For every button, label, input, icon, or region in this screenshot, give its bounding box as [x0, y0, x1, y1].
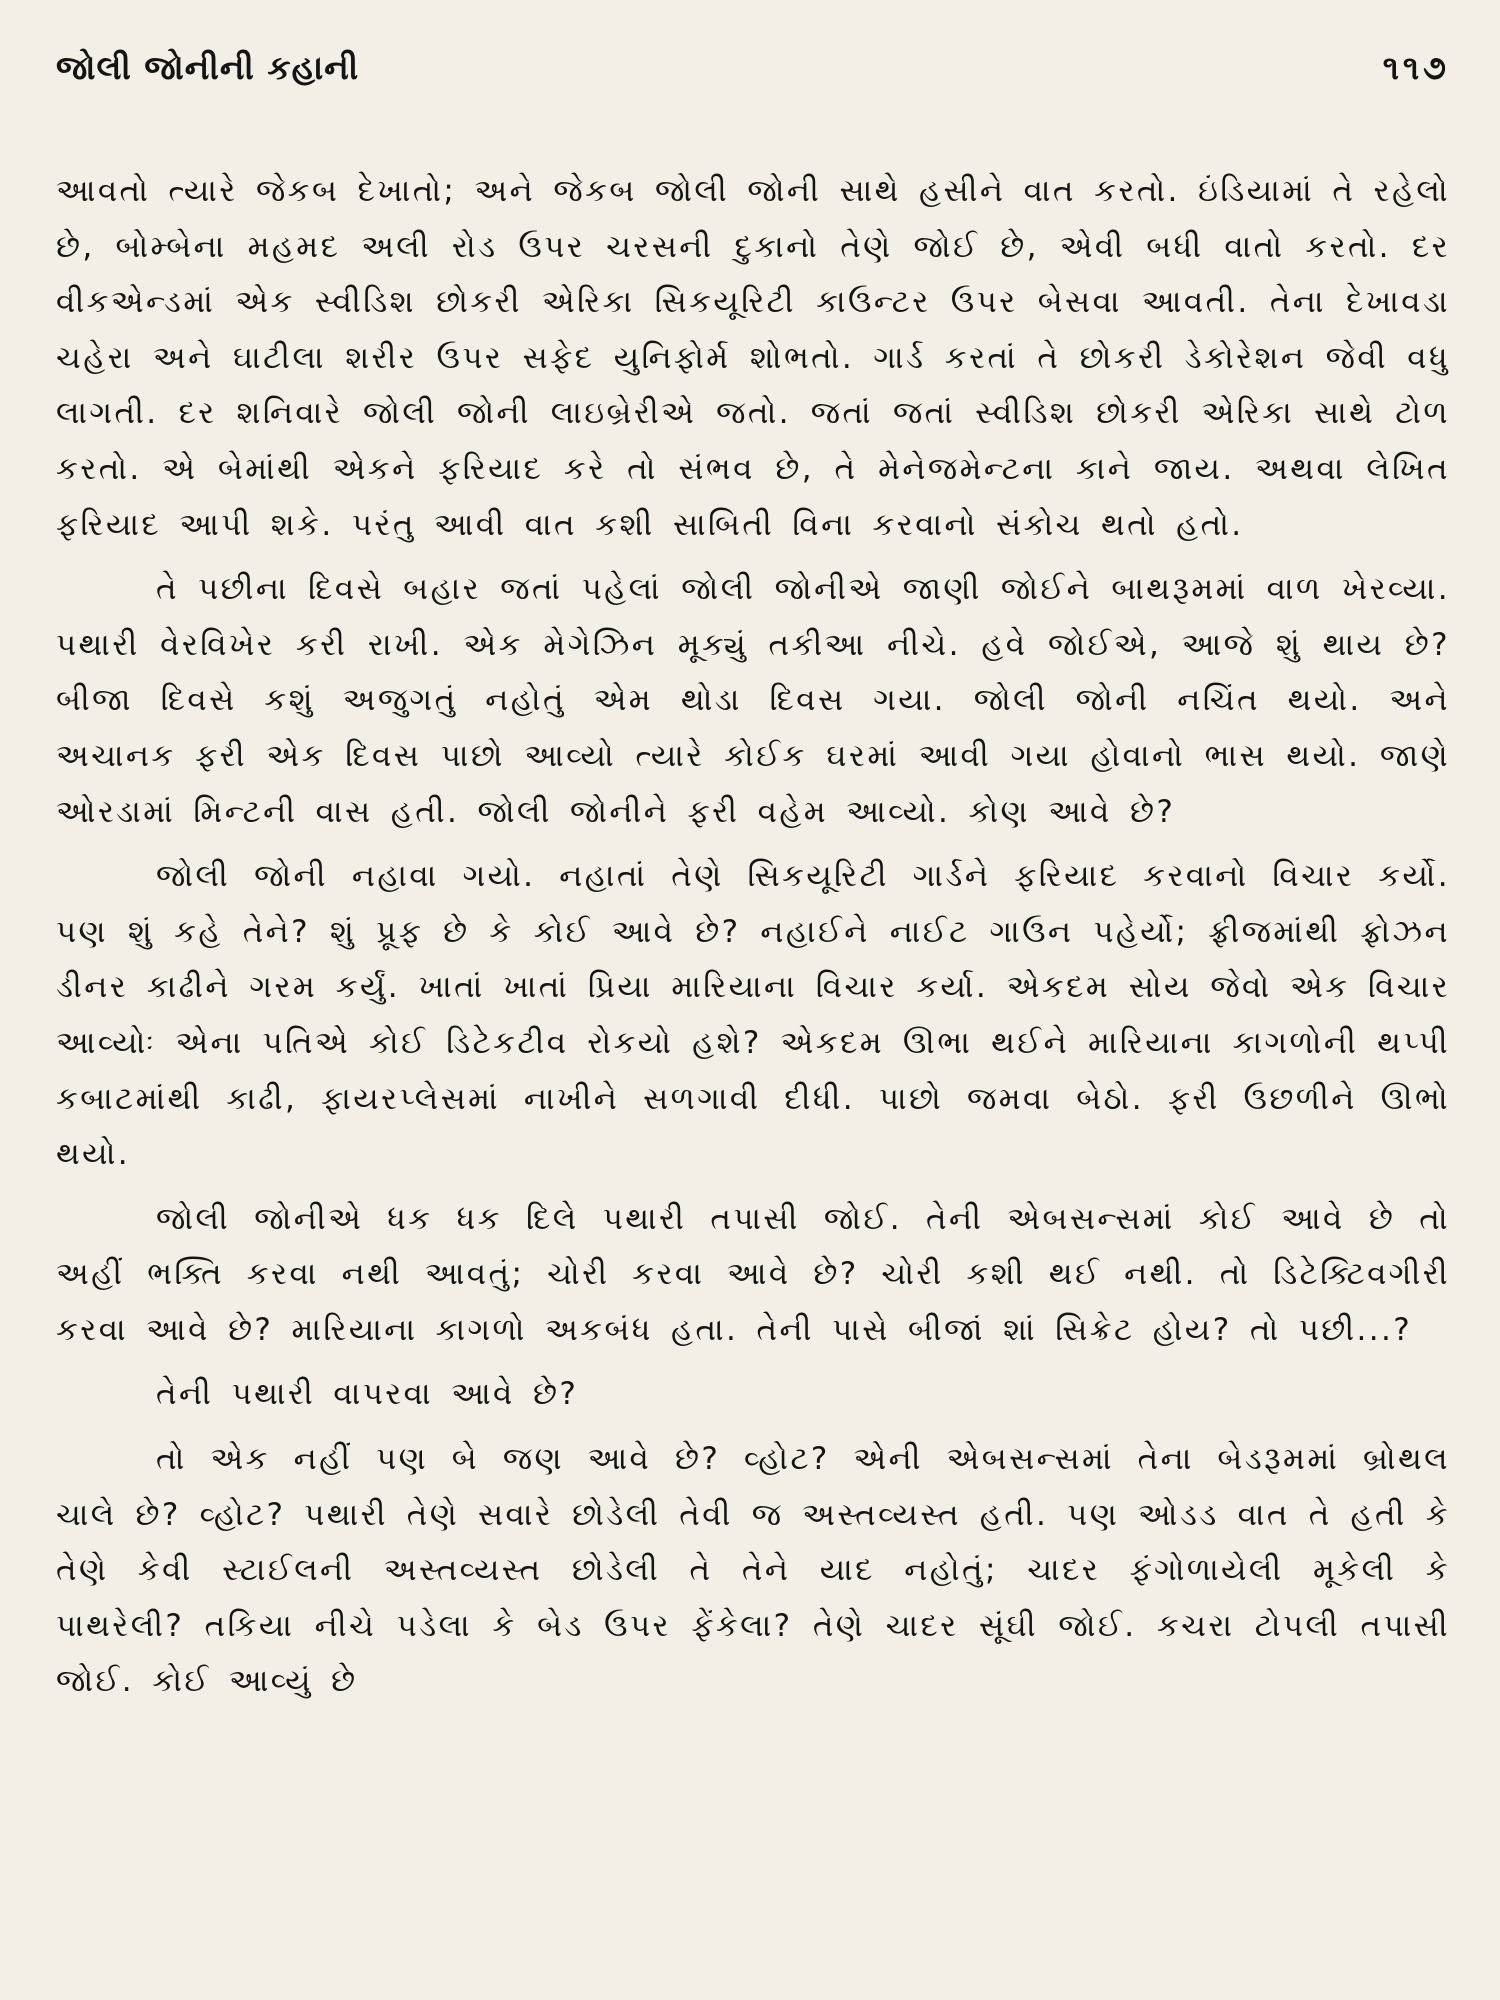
paragraph-continued: આવતો ત્યારે જેકબ દેખાતો; અને જેકબ જોલી જોની સાથે હસીને વાત કરતો. ઇંડિયામાં તે રહેલો છે, બોમ્બેના મહમદ અલી રોડ ઉપર ચરસની દુકાનો તેણે જોઈ છે, એવી બધી વાતો કરતો. દર વીકએન્ડમાં એક સ્વીડિશ છોકરી એરિકા સિકયૂરિટી કાઉન્ટર ઉપર બેસવા આવતી. તેના દેખાવડા ચહેરા અને ઘાટીલા શરીર ઉપર સફેદ યુનિફોર્મ શોભતો. ગાર્ડ કરતાં તે છોકરી ડેકોરેશન જેવી વધુ લાગતી. દર શનિવારે જોલી જોની લાઇબ્રેરીએ જતો. જતાં જતાં સ્વીડિશ છોકરી એરિકા સાથે ટોળ કરતો. એ બેમાંથી એકને ફરિયાદ કરે તો સંભવ છે, તે મેનેજમેન્ટના કાને જાય. અથવા લેખિત ફરિયાદ આપી શકે. પરંતુ આવી વાત કશી સાબિતી વિના કરવાનો સંકોચ થતો હતો.	[56, 173, 1450, 543]
paragraph: તે પછીના દિવસે બહાર જતાં પહેલાં જોલી જોનીએ જાણી જોઈને બાથરૂમમાં વાળ ખેરવ્યા. પથારી વેરવિખેર કરી રાખી. એક મેગેઝિન મૂક્યું તકીઆ નીચે. હવે જોઈએ, આજે શું થાય છે? બીજા દિવસે કશું અજુગતું નહોતું એમ થોડા દિવસ ગયા. જોલી જોની નચિંત થયો. અને અચાનક ફરી એક દિવસ પાછો આવ્યો ત્યારે કોઈક ઘરમાં આવી ગયા હોવાનો ભાસ થયો. જાણે ઓરડામાં મિન્ટની વાસ હતી. જોલી જોનીને ફરી વહેમ આવ્યો. કોણ આવે છે?	[56, 571, 1450, 830]
page-number: ૧૧૭	[1382, 48, 1450, 87]
paragraph: તેની પથારી વાપરવા આવે છે?	[156, 1376, 579, 1413]
running-head-title: જોલી જોનીની કહાની	[56, 48, 360, 87]
page-header	[56, 48, 1450, 108]
paragraph: તો એક નહીં પણ બે જણ આવે છે? વ્હોટ? એની એબસન્સમાં તેના બેડરૂમમાં બ્રોથલ ચાલે છે? વ્હોટ? પથારી તેણે સવારે છોડેલી તેવી જ અસ્તવ્યસ્ત હતી. પણ ઓડડ વાત તે હતી કે તેણે કેવી સ્ટાઈલની અસ્તવ્યસ્ત છોડેલી તે તેને યાદ નહોતું; ચાદર ફંગોળાયેલી મૂકેલી કે પાથરેલી? તકિયા નીચે પડેલા કે બેડ ઉપર ફેંકેલા? તેણે ચાદર સૂંઘી જોઈ. કચરા ટોપલી તપાસી જોઈ. કોઈ આવ્યું છે	[56, 1441, 1450, 1700]
paragraph: જોલી જોની નહાવા ગયો. નહાતાં તેણે સિકયૂરિટી ગાર્ડને ફરિયાદ કરવાનો વિચાર કર્યો. પણ શું કહે તેને? શું પ્રૂફ છે કે કોઈ આવે છે? નહાઈને નાઈટ ગાઉન પહેર્યો; ફ્રીજમાંથી ફ્રોઝન ડીનર કાઢીને ગરમ કર્યું. ખાતાં ખાતાં પ્રિયા મારિયાના વિચાર કર્યા. એકદમ સોય જેવો એક વિચાર આવ્યોઃ એના પતિએ કોઈ ડિટેકટીવ રોકયો હશે? એકદમ ઊભા થઈને મારિયાના કાગળોની થપ્પી કબાટમાંથી કાઢી, ફાયરપ્લેસમાં નાખીને સળગાવી દીધી. પાછો જમવા બેઠો. ફરી ઉછળીને ઊભો થયો.	[56, 858, 1450, 1173]
paragraph: જોલી જોનીએ ધક ધક દિલે પથારી તપાસી જોઈ. તેની એબસન્સમાં કોઈ આવે છે તો અહીં ભક્તિ કરવા નથી આવતું; ચોરી કરવા આવે છે? ચોરી કશી થઈ નથી. તો ડિટેક્ટિવગીરી કરવા આવે છે? મારિયાના કાગળો અકબંધ હતા. તેની પાસે બીજાં શાં સિક્રેટ હોય? તો પછી...?	[56, 1200, 1450, 1348]
body-text	[56, 164, 1450, 1710]
